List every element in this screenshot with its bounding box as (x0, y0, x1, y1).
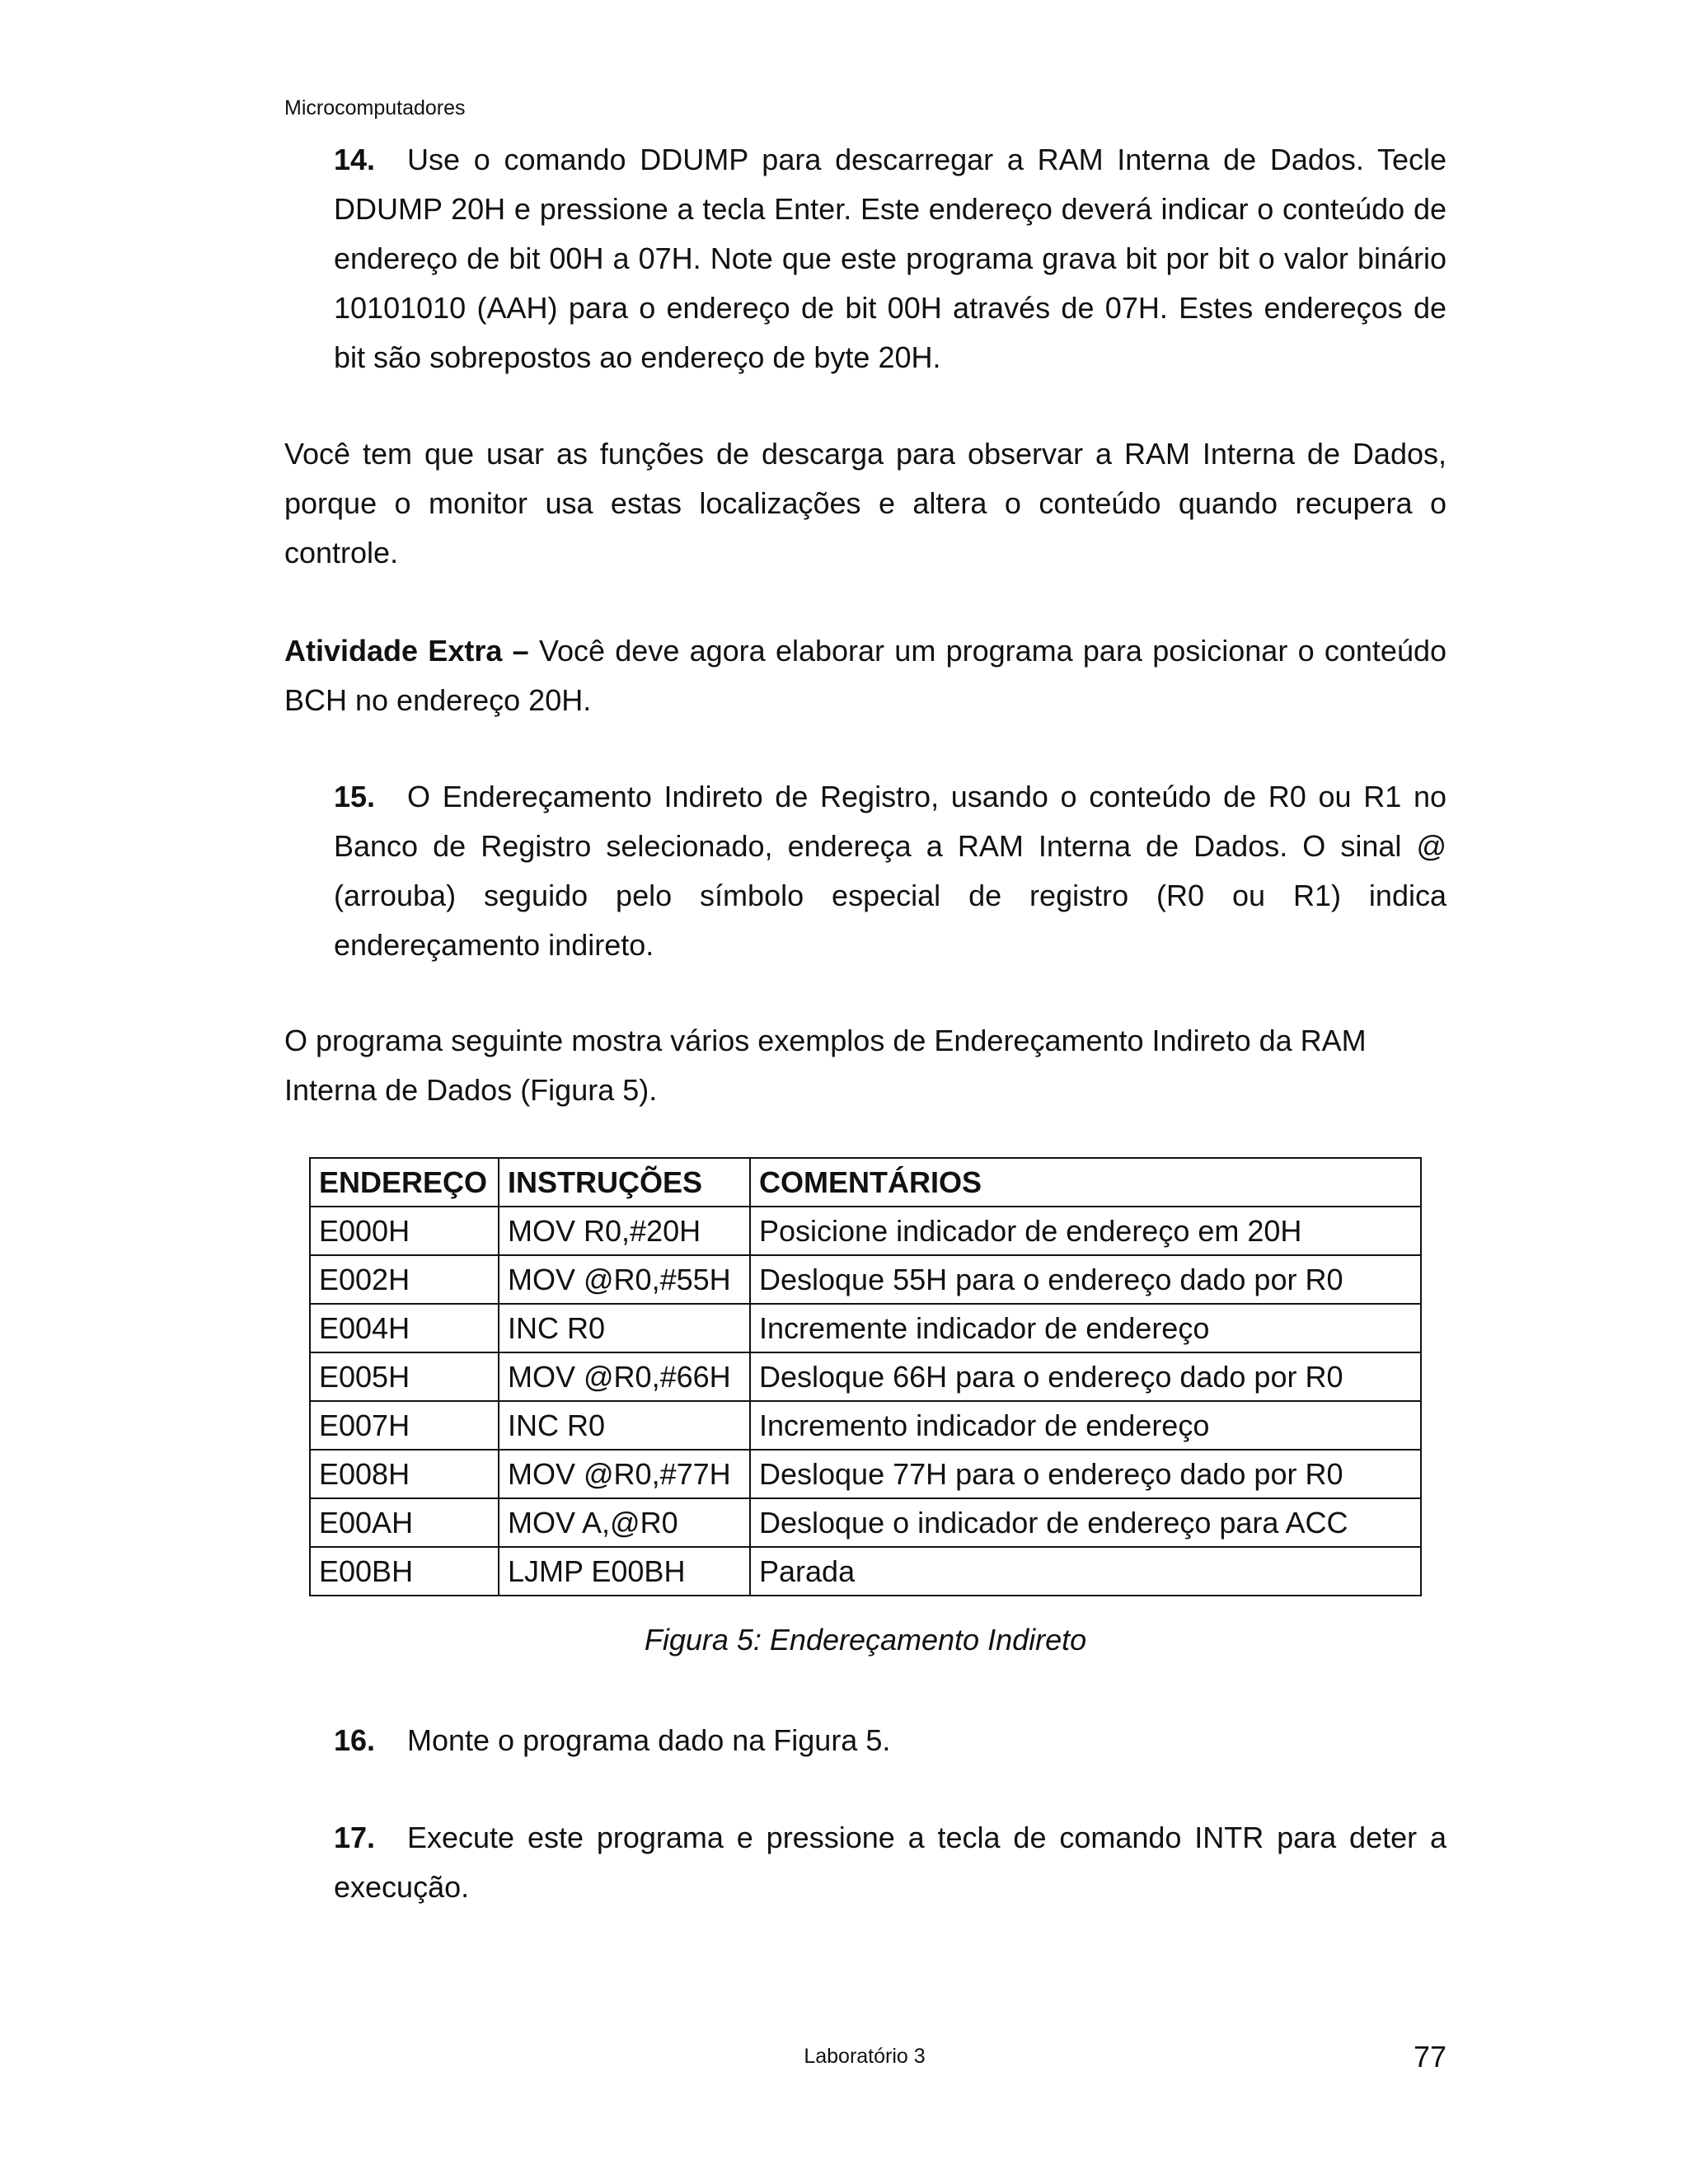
item-text: Execute este programa e pressione a tecla de comando INTR para deter a execução. (334, 1821, 1447, 1904)
address-cell: E007H (310, 1401, 499, 1450)
table-row (310, 1547, 1421, 1596)
paragraph-text: Você tem que usar as funções de descarga para observar a RAM Interna de Dados, porque o monitor usa estas localizações e altera o conteúdo quando recupera o controle. (284, 437, 1447, 569)
table-header-row (310, 1158, 1421, 1207)
comment-cell: Desloque o indicador de endereço para ACC (750, 1498, 1421, 1547)
table-row (310, 1401, 1421, 1450)
instruction-cell: LJMP E00BH (499, 1547, 750, 1596)
comment-cell: Incremente indicador de endereço (750, 1304, 1421, 1352)
comment-cell: Desloque 77H para o endereço dado por R0 (750, 1450, 1421, 1498)
activity-label: Atividade Extra – (284, 634, 529, 668)
address-cell: E00BH (310, 1547, 499, 1596)
address-cell: E002H (310, 1255, 499, 1304)
paragraph-line: O programa seguinte mostra vários exemplos de Endereçamento Indireto da RAM (284, 1024, 1367, 1057)
column-header: INSTRUÇÕES (499, 1158, 750, 1207)
running-header: Microcomputadores (284, 96, 466, 120)
address-cell: E004H (310, 1304, 499, 1352)
comment-cell: Desloque 55H para o endereço dado por R0 (750, 1255, 1421, 1304)
table-row (310, 1498, 1421, 1547)
paragraph-text: Você deve agora elaborar um programa para posicionar o conteúdo BCH no endereço 20H. (284, 634, 1447, 717)
address-cell: E00AH (310, 1498, 499, 1547)
instruction-cell: MOV A,@R0 (499, 1498, 750, 1547)
instruction-cell: MOV @R0,#55H (499, 1255, 750, 1304)
item-number: 16. (334, 1723, 376, 1757)
list-item-16 (334, 1716, 1447, 1765)
paragraph-programa (284, 1016, 1447, 1115)
instruction-cell: INC R0 (499, 1401, 750, 1450)
list-item-17 (334, 1813, 1447, 1912)
item-number: 14. (334, 143, 376, 176)
table-row (310, 1207, 1421, 1255)
figure-5-table (309, 1157, 1422, 1596)
address-cell: E008H (310, 1450, 499, 1498)
table-row (310, 1450, 1421, 1498)
paragraph-line: Interna de Dados (Figura 5). (284, 1073, 658, 1107)
instruction-cell: MOV @R0,#77H (499, 1450, 750, 1498)
paragraph-atividade-extra (284, 626, 1447, 725)
item-text: Monte o programa dado na Figura 5. (407, 1723, 891, 1757)
comment-cell: Incremento indicador de endereço (750, 1401, 1421, 1450)
item-text: O Endereçamento Indireto de Registro, usando o conteúdo de R0 ou R1 no Banco de Registro selecionado, endereça a RAM Interna de Dados. O sinal @ (arrouba) seguido pelo símbolo especial de registro (R0 ou R1) indica endereçamento indireto. (334, 780, 1447, 962)
footer-chapter: Laboratório 3 (804, 2045, 926, 2068)
list-item-14 (334, 135, 1447, 382)
list-item-15 (334, 772, 1447, 970)
table-row (310, 1255, 1421, 1304)
page-number: 77 (1413, 2040, 1447, 2074)
table-row (310, 1352, 1421, 1401)
address-cell: E000H (310, 1207, 499, 1255)
instruction-cell: INC R0 (499, 1304, 750, 1352)
item-number: 15. (334, 780, 376, 813)
item-text: Use o comando DDUMP para descarregar a RAM Interna de Dados. Tecle DDUMP 20H e pressione a tecla Enter. Este endereço deverá indicar o conteúdo de endereço de bit 00H a 07H. Note que este programa grava bit por bit o valor binário 10101010 (AAH) para o endereço de bit 00H através de 07H. Estes endereços de bit são sobrepostos ao endereço de byte 20H. (334, 143, 1447, 374)
instruction-cell: MOV @R0,#66H (499, 1352, 750, 1401)
item-number: 17. (334, 1821, 376, 1854)
comment-cell: Desloque 66H para o endereço dado por R0 (750, 1352, 1421, 1401)
address-cell: E005H (310, 1352, 499, 1401)
figure-caption: Figura 5: Endereçamento Indireto (644, 1623, 1087, 1657)
instruction-cell: MOV R0,#20H (499, 1207, 750, 1255)
paragraph-descarga (284, 429, 1447, 578)
table-row (310, 1304, 1421, 1352)
comment-cell: Parada (750, 1547, 1421, 1596)
comment-cell: Posicione indicador de endereço em 20H (750, 1207, 1421, 1255)
column-header: COMENTÁRIOS (750, 1158, 1421, 1207)
column-header: ENDEREÇO (310, 1158, 499, 1207)
